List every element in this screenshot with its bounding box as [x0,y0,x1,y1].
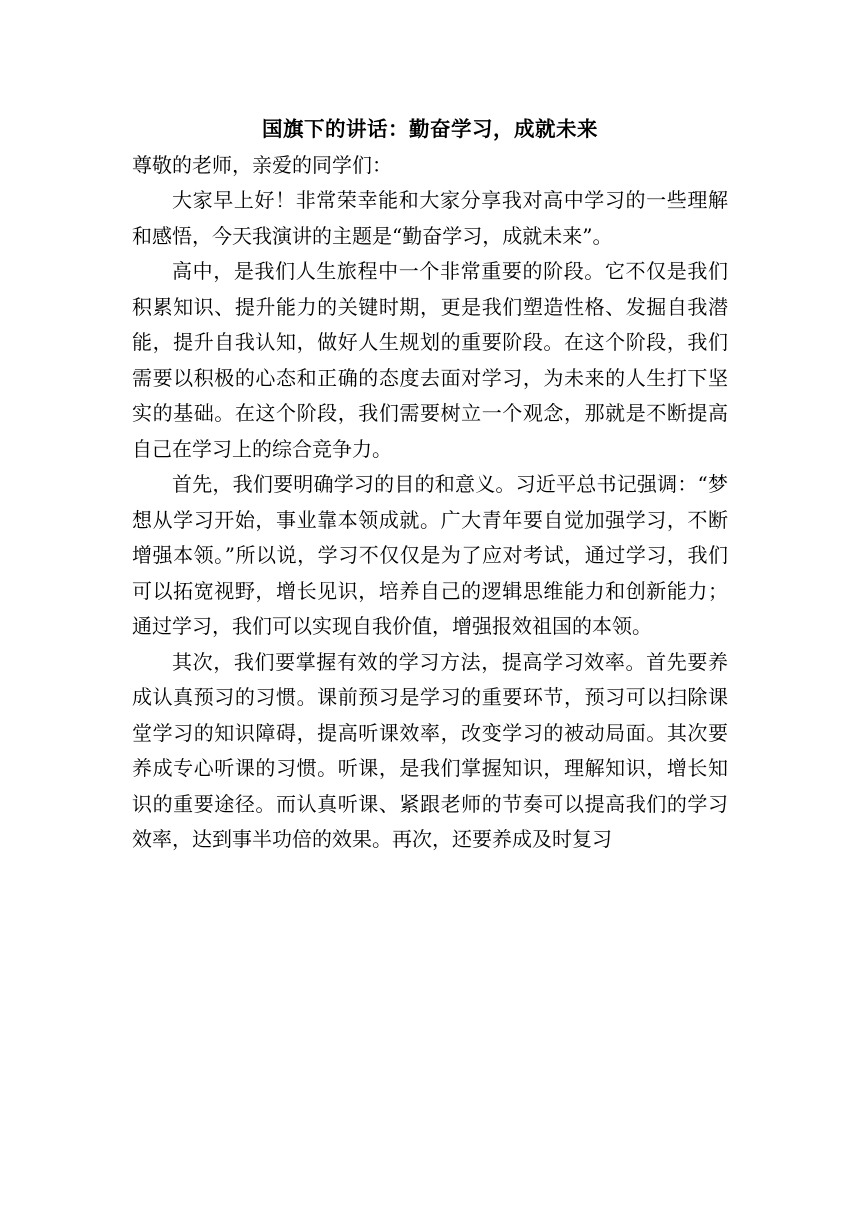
document-title: 国旗下的讲话：勤奋学习，成就未来 [262,117,598,141]
paragraph-purpose-of-learning: 首先，我们要明确学习的目的和意义。习近平总书记强调：“梦想从学习开始，事业靠本领成就。广大青年要自觉加强学习，不断增强本领。”所以说，学习不仅仅是为了应对考试，通过学习，我们可以拓宽视野，增长见识，培养自己的逻辑思维能力和创新能力；通过学习，我们可以实现自我价值，增强报效祖国的本领。 [132,472,728,638]
paragraph-greeting: 大家早上好！非常荣幸能和大家分享我对高中学习的一些理解和感悟，今天我演讲的主题是“勤奋学习，成就未来”。 [132,188,728,248]
salutation: 尊敬的老师，亲爱的同学们： [132,152,392,177]
paragraph-learning-methods: 其次，我们要掌握有效的学习方法，提高学习效率。首先要养成认真预习的习惯。课前预习是学习的重要环节，预习可以扫除课堂学习的知识障碍，提高听课效率，改变学习的被动局面。其次要养成专心听课的习惯。听课，是我们掌握知识，理解知识，增长知识的重要途径。而认真听课、紧跟老师的节奏可以提高我们的学习效率，达到事半功倍的效果。再次，还要养成及时复习 [132,649,728,851]
document-body [132,112,728,858]
paragraph-high-school-stage: 高中，是我们人生旅程中一个非常重要的阶段。它不仅是我们积累知识、提升能力的关键时期，更是我们塑造性格、发掘自我潜能，提升自我认知，做好人生规划的重要阶段。在这个阶段，我们需要以积极的心态和正确的态度去面对学习，为未来的人生打下坚实的基础。在这个阶段，我们需要树立一个观念，那就是不断提高自己在学习上的综合竞争力。 [132,259,728,461]
